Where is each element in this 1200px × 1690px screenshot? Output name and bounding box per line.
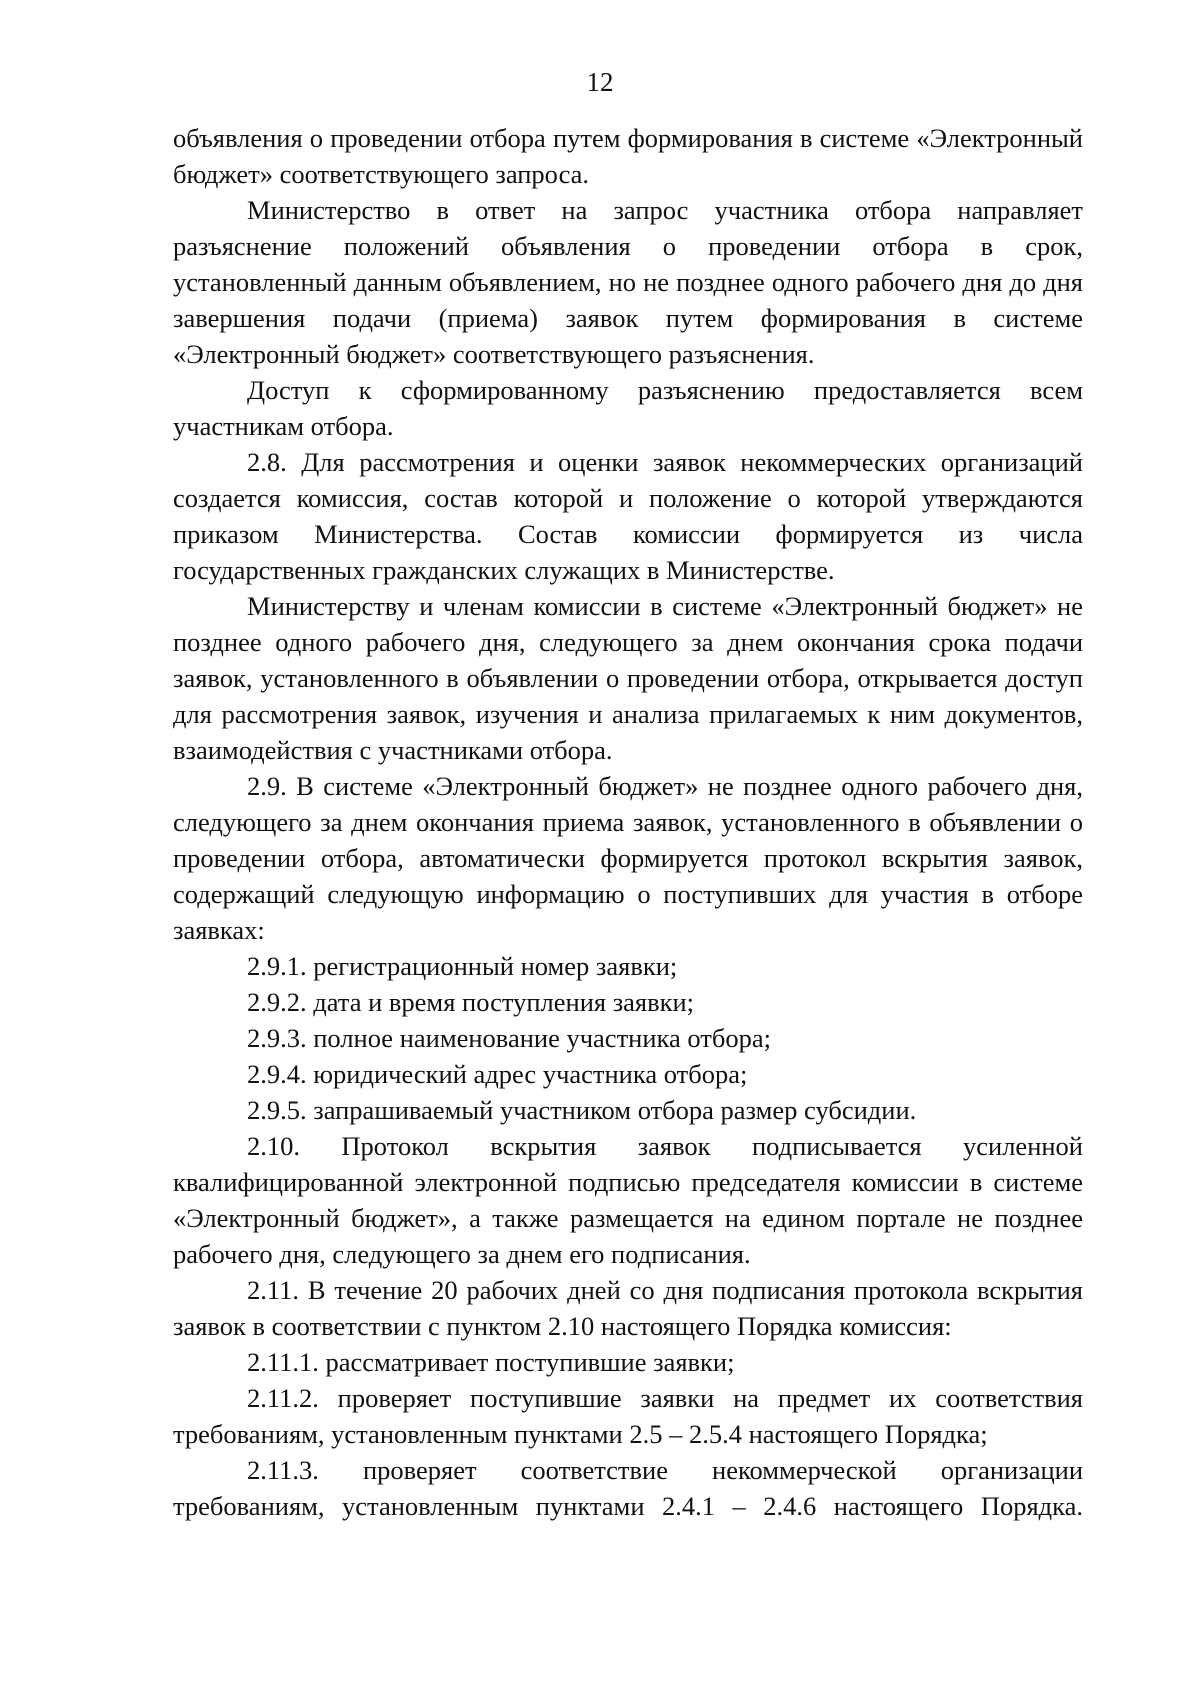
paragraph: Доступ к сформированному разъяснению предоставляется всем участникам отбора. <box>173 375 1083 441</box>
paragraph: 2.8. Для рассмотрения и оценки заявок некоммерческих организаций создается комиссия, состав которой и положение о которой утверждаются приказом Министерства. Состав комиссии формируется из числа государственных гражданских служащих в Министерстве. <box>173 447 1083 585</box>
paragraph: 2.11. В течение 20 рабочих дней со дня подписания протокола вскрытия заявок в соответствии с пунктом 2.10 настоящего Порядка комиссия: <box>173 1275 1083 1341</box>
paragraph: 2.9. В системе «Электронный бюджет» не позднее одного рабочего дня, следующего за днем окончания приема заявок, установленного в объявлении о проведении отбора, автоматически формируется протокол вскрытия заявок, содержащий следующую информацию о поступивших для участия в отборе заявках: <box>173 771 1083 945</box>
list-item: 2.11.1. рассматривает поступившие заявки; <box>247 1347 735 1377</box>
paragraph: Министерство в ответ на запрос участника отбора направляет разъяснение положений объявления о проведении отбора в срок, установленный данным объявлением, но не позднее одного рабочего дня до дня завершения подачи (приема) заявок путем формирования в системе «Электронный бюджет» соответствующего разъяснения. <box>173 195 1083 369</box>
list-item: 2.9.1. регистрационный номер заявки; <box>247 951 678 981</box>
list-item: 2.9.4. юридический адрес участника отбора; <box>247 1059 748 1089</box>
list-item: 2.11.3. проверяет соответствие некоммерческой организации требованиям, установленным пунктами 2.4.1 – 2.4.6 настоящего Порядка. <box>173 1455 1083 1521</box>
list-item: 2.11.2. проверяет поступившие заявки на предмет их соответствия требованиям, установленным пунктами 2.5 – 2.5.4 настоящего Порядка; <box>173 1383 1083 1449</box>
page-number: 12 <box>586 67 614 97</box>
paragraph: объявления о проведении отбора путем формирования в системе «Электронный бюджет» соответствующего запроса. <box>173 123 1083 189</box>
list-item: 2.9.2. дата и время поступления заявки; <box>247 987 695 1017</box>
document-body <box>173 120 1083 1524</box>
paragraph: 2.10. Протокол вскрытия заявок подписывается усиленной квалифицированной электронной подписью председателя комиссии в системе «Электронный бюджет», а также размещается на едином портале не позднее рабочего дня, следующего за днем его подписания. <box>173 1131 1083 1269</box>
list-item: 2.9.5. запрашиваемый участником отбора размер субсидии. <box>247 1095 917 1125</box>
list-item: 2.9.3. полное наименование участника отбора; <box>247 1023 771 1053</box>
paragraph: Министерству и членам комиссии в системе «Электронный бюджет» не позднее одного рабочего дня, следующего за днем окончания срока подачи заявок, установленного в объявлении о проведении отбора, открывается доступ для рассмотрения заявок, изучения и анализа прилагаемых к ним документов, взаимодействия с участниками отбора. <box>173 591 1083 765</box>
